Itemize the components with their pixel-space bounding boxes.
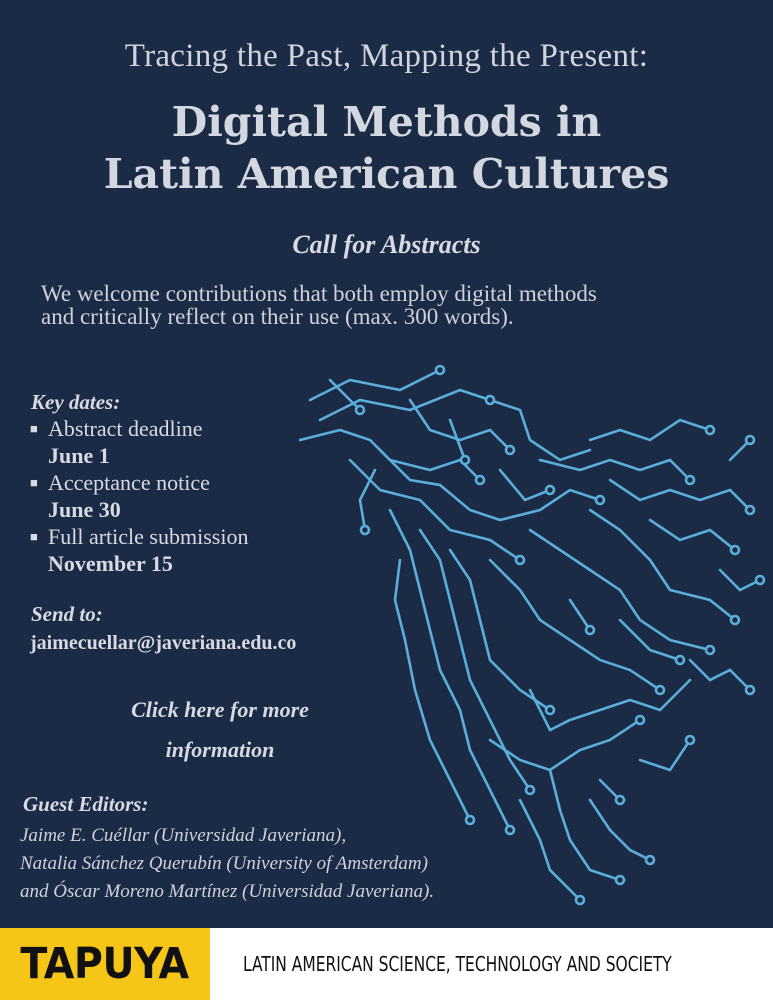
date-value: June 30 [48, 497, 121, 522]
guest-editors-heading: Guest Editors: [23, 792, 149, 816]
poster-title [0, 96, 773, 200]
more-info-line-2[interactable]: information [165, 737, 275, 762]
date-item [30, 524, 390, 578]
tapuya-logo[interactable] [0, 928, 210, 1000]
more-info-link[interactable] [60, 690, 380, 770]
call-line-1: We welcome contributions that both employ digital methods [41, 281, 597, 306]
bullet-icon: ■ [30, 529, 38, 544]
date-item [30, 416, 390, 470]
editor-line: Natalia Sánchez Querubín (University of Amsterdam) [20, 853, 428, 874]
date-item [30, 470, 390, 524]
date-value: November 15 [48, 551, 173, 576]
title-line-1: Digital Methods in [171, 98, 602, 146]
guest-editors-list [20, 822, 580, 906]
bullet-icon: ■ [30, 421, 38, 436]
more-info-line-1[interactable]: Click here for more [131, 697, 309, 722]
editor-line: Jaime E. Cuéllar (Universidad Javeriana), [20, 825, 347, 846]
editor-line: and Óscar Moreno Martínez (Universidad Javeriana). [20, 881, 435, 902]
date-label: Abstract deadline [48, 416, 203, 441]
logo-text: TAPUYA [20, 939, 190, 989]
title-line-2: Latin American Cultures [103, 150, 670, 198]
poster-subtitle: Tracing the Past, Mapping the Present: [124, 38, 649, 74]
date-label: Full article submission [48, 524, 249, 549]
key-dates-list [30, 416, 390, 578]
send-to-heading: Send to: [31, 602, 103, 626]
bullet-icon: ■ [30, 475, 38, 490]
date-value: June 1 [48, 443, 110, 468]
date-label: Acceptance notice [48, 470, 210, 495]
email-link[interactable]: jaimecuellar@javeriana.edu.co [30, 632, 297, 654]
call-line-2: and critically reflect on their use (max. 300 words). [41, 304, 514, 329]
key-dates-heading: Key dates: [31, 390, 121, 414]
footer-tagline: LATIN AMERICAN SCIENCE, TECHNOLOGY AND SOCIETY [243, 952, 672, 976]
call-description [41, 282, 761, 328]
call-heading: Call for Abstracts [292, 230, 481, 259]
footer-banner [0, 928, 773, 1000]
